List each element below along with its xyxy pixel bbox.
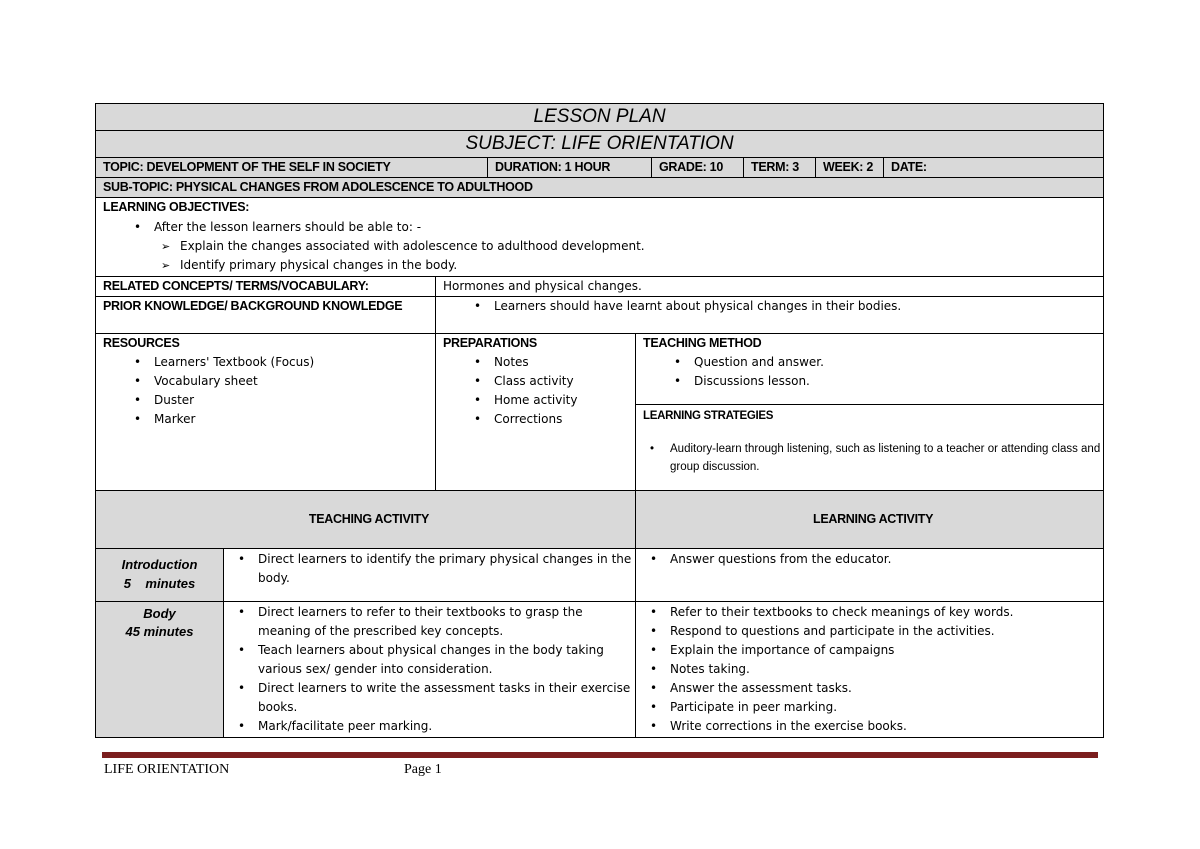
prior-knowledge-value: • Learners should have learnt about physical changes in their bodies. bbox=[443, 297, 1103, 316]
body-learning-item: • Write corrections in the exercise books. bbox=[643, 717, 1103, 736]
body-time: 45 minutes bbox=[125, 624, 194, 639]
introduction-time: 5 minutes bbox=[123, 576, 196, 591]
preparation-item: • Class activity bbox=[443, 372, 635, 391]
learning-strategies-heading: LEARNING STRATEGIES bbox=[643, 410, 774, 422]
resources-cell bbox=[96, 334, 436, 491]
resource-item: • Vocabulary sheet bbox=[103, 372, 435, 391]
term-cell: TERM: 3 bbox=[744, 158, 816, 178]
resource-item: • Duster bbox=[103, 391, 435, 410]
body-learning-item: • Refer to their textbooks to check meanings of key words. bbox=[643, 603, 1103, 622]
introduction-learning-cell bbox=[636, 549, 1104, 602]
body-learning-item: • Respond to questions and participate in the activities. bbox=[643, 622, 1103, 641]
prior-knowledge-cell bbox=[436, 297, 1104, 334]
resources-heading: RESOURCES bbox=[103, 336, 180, 350]
learning-strategies-cell bbox=[636, 405, 1104, 491]
body-learning-item: • Notes taking. bbox=[643, 660, 1103, 679]
body-teaching-item: • Direct learners to refer to their textbooks to grasp the meaning of the prescribed key concepts. bbox=[231, 603, 635, 641]
body-teaching-item: • Mark/facilitate peer marking. bbox=[231, 717, 635, 736]
objective-item: ➢ Explain the changes associated with adolescence to adulthood development. bbox=[103, 237, 1103, 256]
objective-item: ➢ Identify primary physical changes in the body. bbox=[103, 256, 1103, 275]
teaching-method-item: • Discussions lesson. bbox=[643, 372, 1103, 391]
teaching-method-cell bbox=[636, 334, 1104, 405]
body-learning-cell bbox=[636, 602, 1104, 738]
body-teaching-cell bbox=[224, 602, 636, 738]
objectives-heading: LEARNING OBJECTIVES: bbox=[103, 200, 250, 214]
objectives-intro: • After the lesson learners should be able to: - bbox=[103, 218, 1103, 237]
lesson-plan-title: LESSON PLAN bbox=[96, 104, 1104, 131]
introduction-learning-item: • Answer questions from the educator. bbox=[643, 550, 1103, 569]
preparations-cell bbox=[436, 334, 636, 491]
body-label: Body bbox=[143, 606, 176, 621]
body-label-cell bbox=[96, 602, 224, 738]
related-concepts-label: RELATED CONCEPTS/ TERMS/VOCABULARY: bbox=[96, 277, 436, 297]
duration-cell: DURATION: 1 HOUR bbox=[488, 158, 652, 178]
body-learning-item: • Explain the importance of campaigns bbox=[643, 641, 1103, 660]
lesson-plan-table bbox=[95, 103, 1104, 738]
preparation-item: • Corrections bbox=[443, 410, 635, 429]
subject-title: SUBJECT: LIFE ORIENTATION bbox=[96, 131, 1104, 158]
grade-cell: GRADE: 10 bbox=[652, 158, 744, 178]
learning-activity-header: LEARNING ACTIVITY bbox=[636, 491, 1104, 549]
preparation-item: • Home activity bbox=[443, 391, 635, 410]
introduction-label: Introduction bbox=[121, 557, 198, 572]
subtopic-cell: SUB-TOPIC: PHYSICAL CHANGES FROM ADOLESCENCE TO ADULTHOOD bbox=[96, 178, 1104, 198]
introduction-teaching-cell bbox=[224, 549, 636, 602]
teaching-method-item: • Question and answer. bbox=[643, 353, 1103, 372]
lesson-plan-sheet bbox=[95, 103, 1103, 738]
learning-strategy-item: • Auditory-learn through listening, such as listening to a teacher or attending class and group discussion. bbox=[643, 440, 1103, 476]
body-learning-item: • Participate in peer marking. bbox=[643, 698, 1103, 717]
resource-item: • Learners' Textbook (Focus) bbox=[103, 353, 435, 372]
body-teaching-item: • Teach learners about physical changes in the body taking various sex/ gender into consideration. bbox=[231, 641, 635, 679]
related-concepts-value: Hormones and physical changes. bbox=[436, 277, 1104, 297]
preparation-item: • Notes bbox=[443, 353, 635, 372]
footer-rule bbox=[102, 752, 1098, 758]
topic-cell: TOPIC: DEVELOPMENT OF THE SELF IN SOCIETY bbox=[96, 158, 488, 178]
learning-objectives-cell bbox=[96, 198, 1104, 277]
resource-item: • Marker bbox=[103, 410, 435, 429]
date-cell: DATE: bbox=[884, 158, 1104, 178]
body-teaching-item: • Direct learners to write the assessment tasks in their exercise books. bbox=[231, 679, 635, 717]
prior-knowledge-label: PRIOR KNOWLEDGE/ BACKGROUND KNOWLEDGE bbox=[96, 297, 436, 334]
teaching-activity-header: TEACHING ACTIVITY bbox=[96, 491, 636, 549]
introduction-label-cell bbox=[96, 549, 224, 602]
footer-page-number: Page 1 bbox=[404, 762, 442, 777]
teaching-method-heading: TEACHING METHOD bbox=[643, 336, 762, 350]
footer-left-text: LIFE ORIENTATION bbox=[104, 762, 230, 777]
introduction-teaching-item: • Direct learners to identify the primary physical changes in the body. bbox=[231, 550, 635, 588]
body-learning-item: • Answer the assessment tasks. bbox=[643, 679, 1103, 698]
week-cell: WEEK: 2 bbox=[816, 158, 884, 178]
preparations-heading: PREPARATIONS bbox=[443, 336, 537, 350]
